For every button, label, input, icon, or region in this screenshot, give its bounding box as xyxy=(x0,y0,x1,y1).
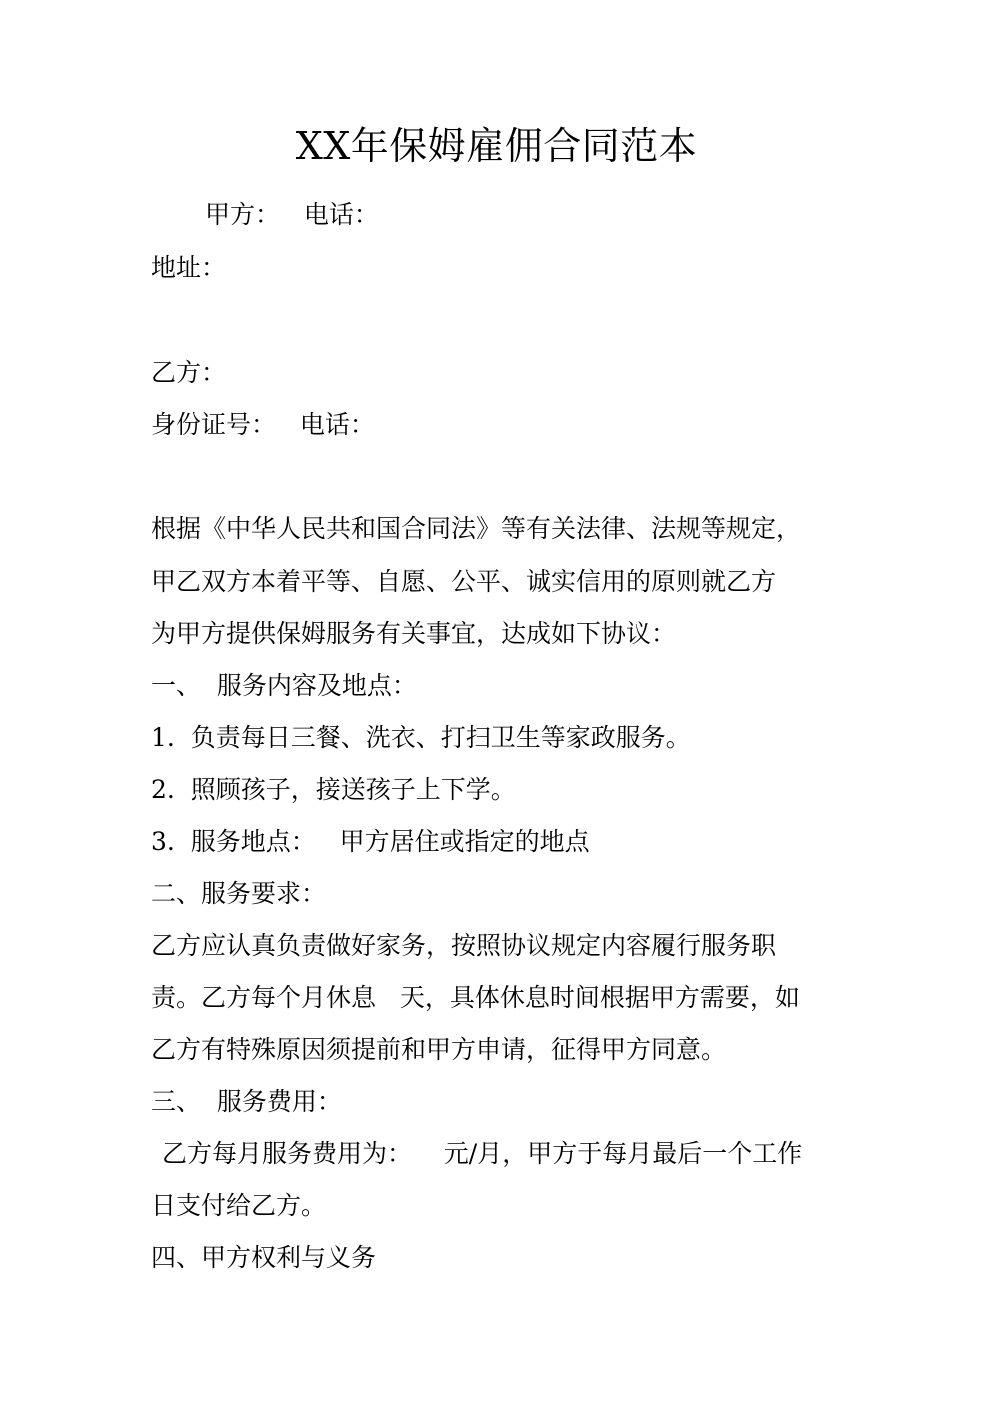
party-b-name: 乙方： xyxy=(151,358,227,387)
preamble-line: 根据《中华人民共和国合同法》等有关法律、法规等规定， xyxy=(151,514,802,543)
section-2-body-line: 责。乙方每个月休息 天，具体休息时间根据甲方需要，如 xyxy=(151,983,800,1012)
section-3-body-line: 日支付给乙方。 xyxy=(151,1191,327,1220)
section-1-heading: 一、 服务内容及地点： xyxy=(151,671,417,700)
party-a-phone-line: 甲方： 电话： xyxy=(205,200,379,229)
section-1-item: 3. 服务地点： 甲方居住或指定的地点 xyxy=(151,827,590,856)
section-2-body-line: 乙方有特殊原因须提前和甲方申请，征得甲方同意。 xyxy=(151,1035,727,1064)
section-2-heading: 二、服务要求： xyxy=(151,879,327,908)
section-3-body-line: 乙方每月服务费用为： 元/月，甲方于每月最后一个工作 xyxy=(162,1139,803,1168)
party-b-id-phone: 身份证号： 电话： xyxy=(151,410,375,439)
section-3-heading: 三、 服务费用： xyxy=(151,1087,342,1116)
party-a-address: 地址： xyxy=(151,253,227,282)
section-4-heading: 四、甲方权利与义务 xyxy=(151,1243,377,1272)
document-title: XX年保姆雇佣合同范本 xyxy=(295,124,698,168)
section-2-body-line: 乙方应认真负责做好家务，按照协议规定内容履行服务职 xyxy=(151,931,777,960)
section-1-item: 1. 负责每日三餐、洗衣、打扫卫生等家政服务。 xyxy=(151,723,691,752)
preamble-line: 甲乙双方本着平等、自愿、公平、诚实信用的原则就乙方 xyxy=(151,567,777,596)
section-1-item: 2. 照顾孩子，接送孩子上下学。 xyxy=(151,775,516,804)
preamble-line: 为甲方提供保姆服务有关事宜，达成如下协议： xyxy=(151,619,677,648)
